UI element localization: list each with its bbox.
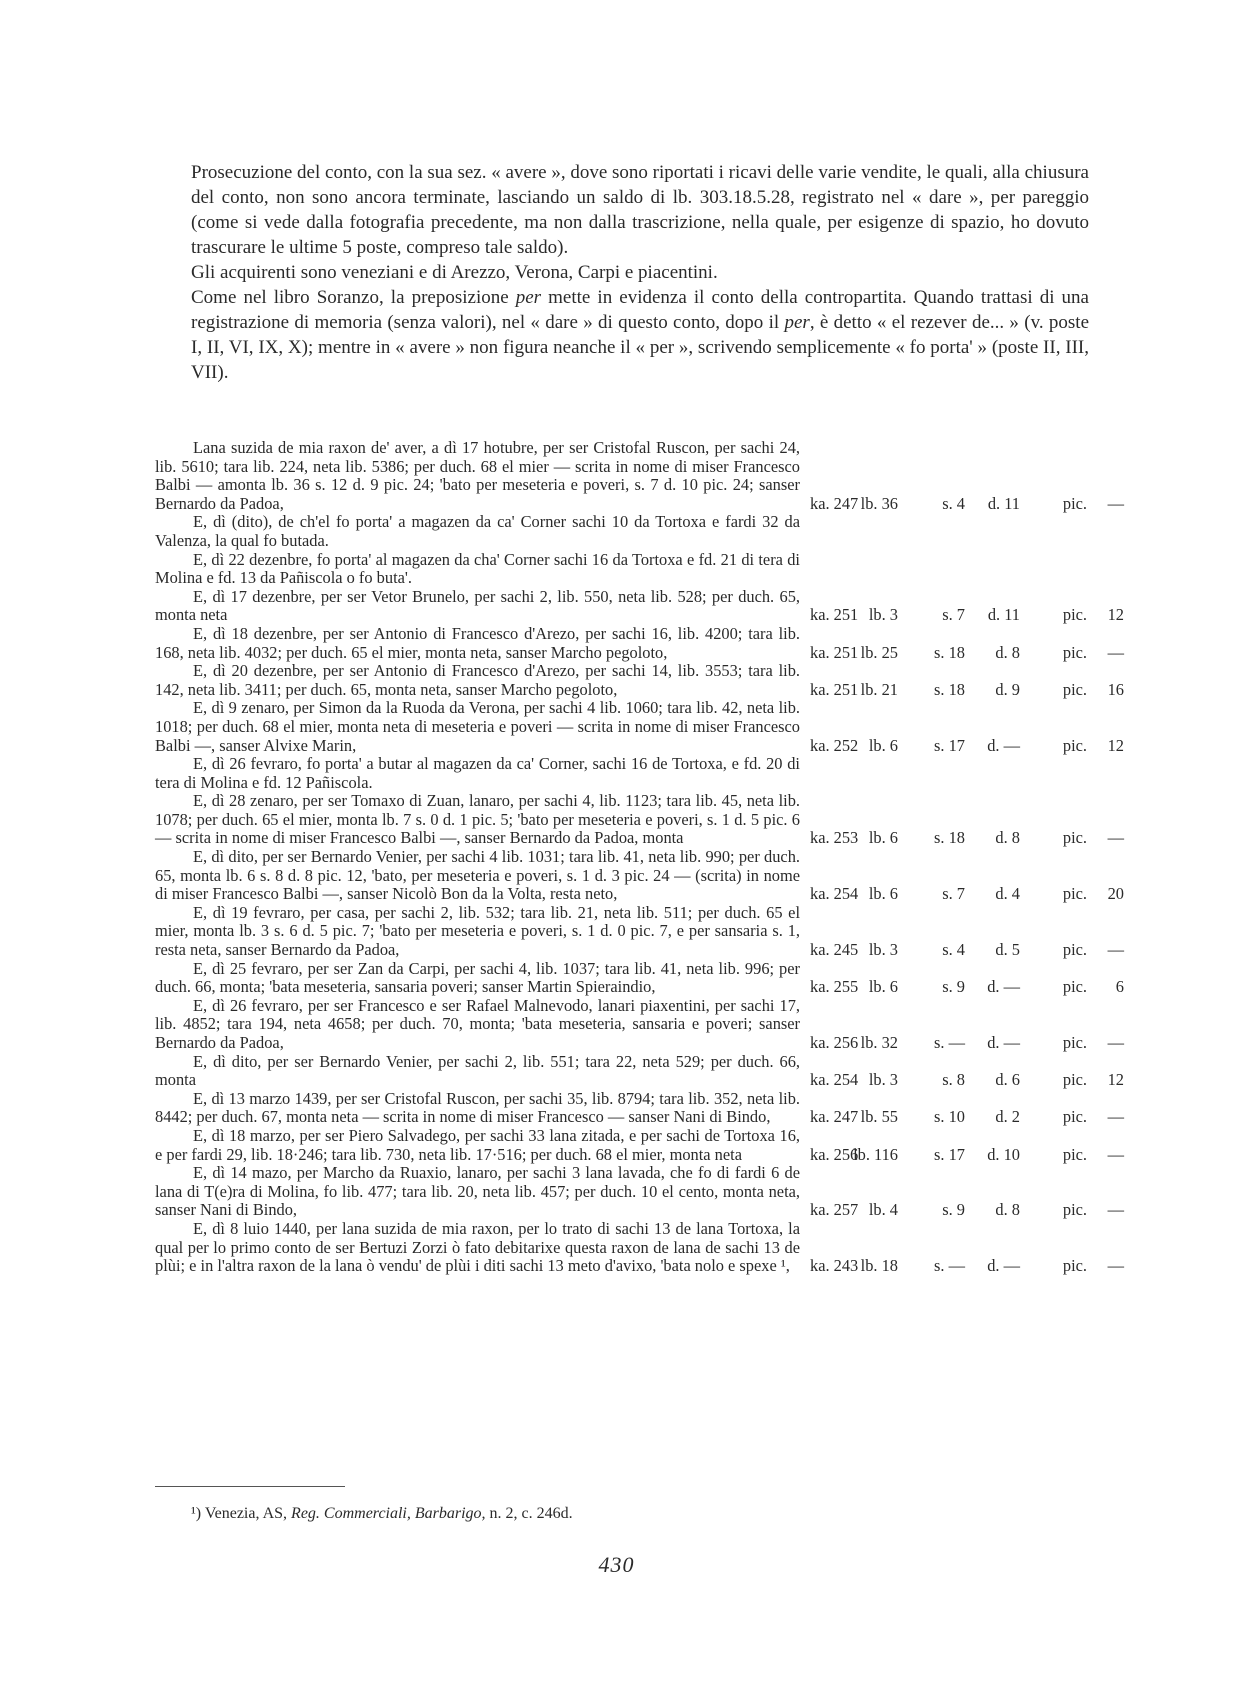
amount-ka: ka. 253 <box>810 828 859 848</box>
amount-ka: ka. 251 <box>810 679 859 699</box>
amount-s: s. 18 <box>934 679 965 699</box>
ledger-entry <box>155 513 1125 550</box>
amount-d: d. 5 <box>995 940 1020 960</box>
amount-d: d. — <box>987 735 1020 755</box>
ledger-entry-text: Lana suzida de mia raxon de' aver, a dì 17 hotubre, per ser Cristofal Ruscon, per sachi 24, lib. 5610; tara lib. 224, neta lib. 5386; per duch. 68 el mier — scrita in nome di miser Francesco Balbi — amonta lb. 36 s. 12 d. 9 pic. 24; 'bato per meseteria e poveri, s. 7 d. 10 pic. 24; sanser Bernardo da Padoa, <box>155 438 800 513</box>
page-number: 430 <box>598 1552 635 1577</box>
ledger-entry <box>155 997 1125 1053</box>
amount-d: d. 11 <box>987 493 1020 513</box>
ledger-entry <box>155 699 1125 755</box>
amount-pic: pic. <box>1062 642 1087 662</box>
amount-pic: pic. <box>1062 493 1087 513</box>
amount-s: s. — <box>934 1033 965 1052</box>
amount-ka: ka. 256 <box>810 1033 859 1052</box>
intro-emph-per: per <box>515 287 542 308</box>
amount-lb: lb. 21 <box>860 679 898 699</box>
ledger-entry-text: E, dì 20 dezenbre, per ser Antonio di Francesco d'Arezo, per sachi 14, lib. 3553; tara lib. 142, neta lib. 3411; per duch. 65, monta neta, sanser Marcho pegoloto, <box>155 661 800 699</box>
amount-s: s. 7 <box>942 605 965 625</box>
ledger-entry <box>155 960 1125 997</box>
amount-end: — <box>1107 1200 1124 1220</box>
amount-pic: pic. <box>1062 1256 1087 1276</box>
amount-end: — <box>1107 828 1124 848</box>
amount-lb: lb. 55 <box>860 1107 898 1127</box>
amount-lb: lb. 3 <box>868 940 898 960</box>
ledger-entry <box>155 588 1125 625</box>
ledger-entry-text: E, dì 9 zenaro, per Simon da la Ruoda da Verona, per sachi 4 lib. 1060; tara lib. 42, neta lib. 1018; per duch. 68 el mier, monta neta di meseteria e poveri — scrita in nome di miser Francesco Balbi —, sanser Alvixe Marin, <box>155 698 800 755</box>
amount-d: d. 11 <box>987 605 1020 625</box>
amount-s: s. 17 <box>934 735 965 755</box>
intro-paragraph-3 <box>191 285 1089 385</box>
ledger-entry <box>155 792 1125 848</box>
amount-end: — <box>1107 1033 1124 1052</box>
amount-ka: ka. 256 <box>810 1144 859 1164</box>
amount-end: — <box>1107 1144 1124 1164</box>
intro-text-part: Come nel libro Soranzo, la preposizione <box>191 287 516 308</box>
amount-d: d. 2 <box>995 1107 1020 1127</box>
amount-lb: lb. 36 <box>860 493 898 513</box>
amount-lb: lb. 6 <box>868 884 898 904</box>
amount-ka: ka. 255 <box>810 977 859 997</box>
ledger-entry-text: E, dì dito, per ser Bernardo Venier, per sachi 2, lib. 551; tara 22, neta 529; per duch. 66, monta <box>155 1051 800 1090</box>
amount-d: d. 10 <box>987 1144 1020 1164</box>
amount-ka: ka. 251 <box>810 605 859 625</box>
amount-pic: pic. <box>1062 884 1087 904</box>
amount-pic: pic. <box>1062 1144 1087 1164</box>
ledger-entries <box>155 439 1125 1276</box>
footnote-rule <box>155 1486 345 1487</box>
amount-end: — <box>1107 1107 1124 1127</box>
ledger-entry-text: E, dì 13 marzo 1439, per ser Cristofal Ruscon, per sachi 35, lib. 8794; tara lib. 352, neta lib. 8442; per duch. 67, monta neta — scrita in nome di miser Francesco — sanser Nani di Bindo, <box>155 1088 800 1127</box>
amount-s: s. 9 <box>942 977 965 997</box>
amount-s: s. 18 <box>934 828 965 848</box>
ledger-entry-text: E, dì (dito), de ch'el fo porta' a magazen da ca' Corner sachi 10 da Tortoxa e fardi 32 da Valenza, la qual fo butada. <box>155 512 800 550</box>
amount-end: 6 <box>1115 977 1124 997</box>
ledger-entry-text: E, dì 14 mazo, per Marcho da Ruaxio, lanaro, per sachi 3 lana lavada, che fo di fardi 6 de lana di T(e)ra di Molina, fo lib. 477; tara lib. 20, neta lib. 457; per duch. 10 el cento, monta neta, sanser Nani di Bindo, <box>155 1163 800 1220</box>
intro-emph-per: per <box>784 312 810 333</box>
amount-end: — <box>1107 1256 1124 1276</box>
ledger-entry <box>155 551 1125 588</box>
amount-lb: lb. 25 <box>860 642 898 662</box>
intro-paragraph-2: Gli acquirenti sono veneziani e di Arezzo, Verona, Carpi e piacentini. <box>191 262 718 283</box>
intro-text-part: mette in evidenza il conto della contropartita. Quando trattasi di una registrazione di memoria (senza valori), nel « dare » di questo conto, dopo il <box>191 287 1089 333</box>
amount-lb: lb. 18 <box>860 1256 898 1276</box>
amount-end: 12 <box>1107 605 1124 625</box>
ledger-entry <box>155 848 1125 904</box>
ledger-entry-text: E, dì 26 fevraro, fo porta' a butar al magazen da ca' Corner, sachi 16 de Tortoxa, e fd. 20 di tera di Molina e fd. 12 Pañiscola. <box>155 754 800 792</box>
ledger-entry <box>155 1127 1125 1164</box>
amount-ka: ka. 247 <box>810 1107 859 1127</box>
ledger-entry-text: E, dì 18 marzo, per ser Piero Salvadego, per sachi 33 lana zitada, e per sachi de Tortoxa 16, e per fardi 29, lib. 18·246; tara lib. 730, neta lib. 17·516; per duch. 68 el mier, monta neta <box>155 1125 800 1164</box>
amount-d: d. — <box>987 977 1020 997</box>
amount-s: s. — <box>934 1256 965 1276</box>
ledger-entry-text: E, dì 18 dezenbre, per ser Antonio di Francesco d'Arezo, per sachi 16, lib. 4200; tara lib. 168, neta lib. 4032; per duch. 65 el mier, monta neta, sanser Marcho pegoloto, <box>155 623 800 662</box>
intro-paragraph-1: Prosecuzione del conto, con la sua sez. « avere », dove sono riportati i ricavi delle varie vendite, le quali, alla chiusura del conto, non sono ancora terminate, lasciando un saldo di lb. 303.18.5.28, registrato nel « dare », per pareggio (come si vede dalla fotografia precedente, ma non dalla trascrizione, nella quale, per esigenze di spazio, ho dovuto trascurare le ultime 5 poste, compreso tale saldo). <box>191 162 1089 258</box>
footnote <box>191 1505 573 1523</box>
amount-s: s. 4 <box>942 493 965 513</box>
footnote-source-title: Reg. Commerciali, Barbarigo, <box>291 1505 486 1522</box>
amount-s: s. 10 <box>934 1107 965 1127</box>
amount-end: — <box>1107 940 1124 960</box>
amount-pic: pic. <box>1062 679 1087 699</box>
amount-lb: lb. 3 <box>868 605 898 625</box>
ledger-entry-text: E, dì 26 fevraro, per ser Francesco e ser Rafael Malnevodo, lanari piaxentini, per sachi 17, lib. 4852; tara 194, neta 4658; per duch. 70, monta; 'bata meseteria, sansaria e poveri; sanser Bernardo da Padoa, <box>155 995 800 1052</box>
amount-d: d. 6 <box>995 1070 1020 1090</box>
amount-d: d. 8 <box>995 1200 1020 1220</box>
amount-s: s. 4 <box>942 940 965 960</box>
ledger-entry-text: E, dì dito, per ser Bernardo Venier, per sachi 4 lib. 1031; tara lib. 41, neta lib. 990; per duch. 65, monta lb. 6 s. 8 d. 8 pic. 12, 'bato, per meseteria e poveri, s. 1 d. 3 pic. 24 — (scrita) in nome di miser Francesco Balbi —, sanser Nicolò Bon da la Volta, resta neto, <box>155 847 800 904</box>
ledger-entry <box>155 1220 1125 1276</box>
amount-pic: pic. <box>1062 828 1087 848</box>
ledger-entry <box>155 1090 1125 1127</box>
amount-pic: pic. <box>1062 940 1087 960</box>
intro-text-part: , è detto « el rezever de... » (v. poste I, II, VI, IX, X); mentre in « avere » non figura neanche il « per », scrivendo semplicemente « fo porta' » (poste II, III, VII). <box>191 312 1089 383</box>
ledger-entry-text: E, dì 25 fevraro, per ser Zan da Carpi, per sachi 4, lib. 1037; tara lib. 41, neta lib. 996; per duch. 66, monta; 'bata meseteria, sansaria poveri; sanser Martin Spieraindio, <box>155 958 800 997</box>
ledger-entry <box>155 439 1125 513</box>
amount-ka: ka. 257 <box>810 1200 859 1220</box>
amount-s: s. 8 <box>942 1070 965 1090</box>
amount-pic: pic. <box>1062 1107 1087 1127</box>
amount-d: d. — <box>987 1256 1020 1276</box>
amount-pic: pic. <box>1062 977 1087 997</box>
amount-ka: ka. 254 <box>810 1070 859 1090</box>
amount-ka: ka. 245 <box>810 940 859 960</box>
amount-s: s. 7 <box>942 884 965 904</box>
amount-ka: ka. 247 <box>810 493 859 513</box>
ledger-entry-text: E, dì 8 luio 1440, per lana suzida de mia raxon, per lo trato di sachi 13 de lana Tortoxa, la qual per lo primo conto de ser Bertuzi Zorzi ò fato debitarixe questa raxon de lana de sachi 13 de plùi; e in l'altra raxon de la lana ò vendu' de plùi i diti sachi 13 meto d'avixo, 'bata nolo e spexe ¹, <box>155 1218 800 1276</box>
amount-lb: lb. 116 <box>853 1144 898 1164</box>
amount-ka: ka. 243 <box>810 1256 859 1276</box>
amount-pic: pic. <box>1062 605 1087 625</box>
amount-end: 16 <box>1107 679 1124 699</box>
ledger-entry-text: E, dì 19 fevraro, per casa, per sachi 2, lib. 532; tara lib. 21, neta lib. 511; per duch. 65 el mier, monta lb. 3 s. 6 d. 5 pic. 7; 'bato per meseteria e poveri, s. 1 d. 0 pic. 7, e per sansaria s. 1, resta neta, sanser Bernardo da Padoa, <box>155 902 800 960</box>
amount-end: 12 <box>1107 735 1124 755</box>
amount-d: d. 4 <box>995 884 1020 904</box>
ledger-entry-text: E, dì 22 dezenbre, fo porta' al magazen da cha' Corner sachi 16 da Tortoxa e fd. 21 di tera di Molina e fd. 13 da Pañiscola o fo buta'. <box>155 549 800 588</box>
ledger-entry-text: E, dì 28 zenaro, per ser Tomaxo di Zuan, lanaro, per sachi 4, lib. 1123; tara lib. 45, neta lib. 1078; per duch. 65 el mier, monta lb. 7 s. 0 d. 1 pic. 5; 'bato per meseteria e poveri, s. 1 d. 5 pic. 6 — scrita in nome di miser Francesco Balbi —, sanser Bernardo da Padoa, monta <box>155 791 800 848</box>
intro-text <box>191 160 1089 385</box>
amount-end: — <box>1107 642 1124 662</box>
amount-lb: lb. 32 <box>860 1033 898 1052</box>
ledger-entry <box>155 904 1125 960</box>
amount-ka: ka. 252 <box>810 735 859 755</box>
amount-s: s. 18 <box>934 642 965 662</box>
amount-d: d. 8 <box>995 642 1020 662</box>
amount-pic: pic. <box>1062 1070 1087 1090</box>
amount-d: d. — <box>987 1033 1020 1052</box>
amount-end: — <box>1107 493 1124 513</box>
amount-lb: lb. 6 <box>868 735 898 755</box>
amount-end: 12 <box>1107 1070 1124 1090</box>
ledger-entry <box>155 1053 1125 1090</box>
amount-pic: pic. <box>1062 1200 1087 1220</box>
ledger-entry-text: E, dì 17 dezenbre, per ser Vetor Brunelo, per sachi 2, lib. 550, neta lib. 528; per duch. 65, monta neta <box>155 586 800 625</box>
amount-s: s. 17 <box>934 1144 965 1164</box>
amount-lb: lb. 6 <box>868 977 898 997</box>
ledger-entry <box>155 1164 1125 1220</box>
amount-d: d. 8 <box>995 828 1020 848</box>
footnote-suffix: n. 2, c. 246d. <box>485 1505 573 1522</box>
amount-ka: ka. 254 <box>810 884 859 904</box>
amount-d: d. 9 <box>995 679 1020 699</box>
amount-s: s. 9 <box>942 1200 965 1220</box>
amount-lb: lb. 4 <box>868 1200 898 1220</box>
amount-ka: ka. 251 <box>810 642 859 662</box>
amount-lb: lb. 6 <box>868 828 898 848</box>
amount-pic: pic. <box>1062 1033 1087 1052</box>
ledger-entry <box>155 755 1125 792</box>
ledger-entry <box>155 625 1125 662</box>
footnote-prefix: ¹) Venezia, AS, <box>191 1505 292 1522</box>
ledger-entry <box>155 662 1125 699</box>
amount-pic: pic. <box>1062 735 1087 755</box>
amount-end: 20 <box>1107 884 1124 904</box>
amount-lb: lb. 3 <box>868 1070 898 1090</box>
